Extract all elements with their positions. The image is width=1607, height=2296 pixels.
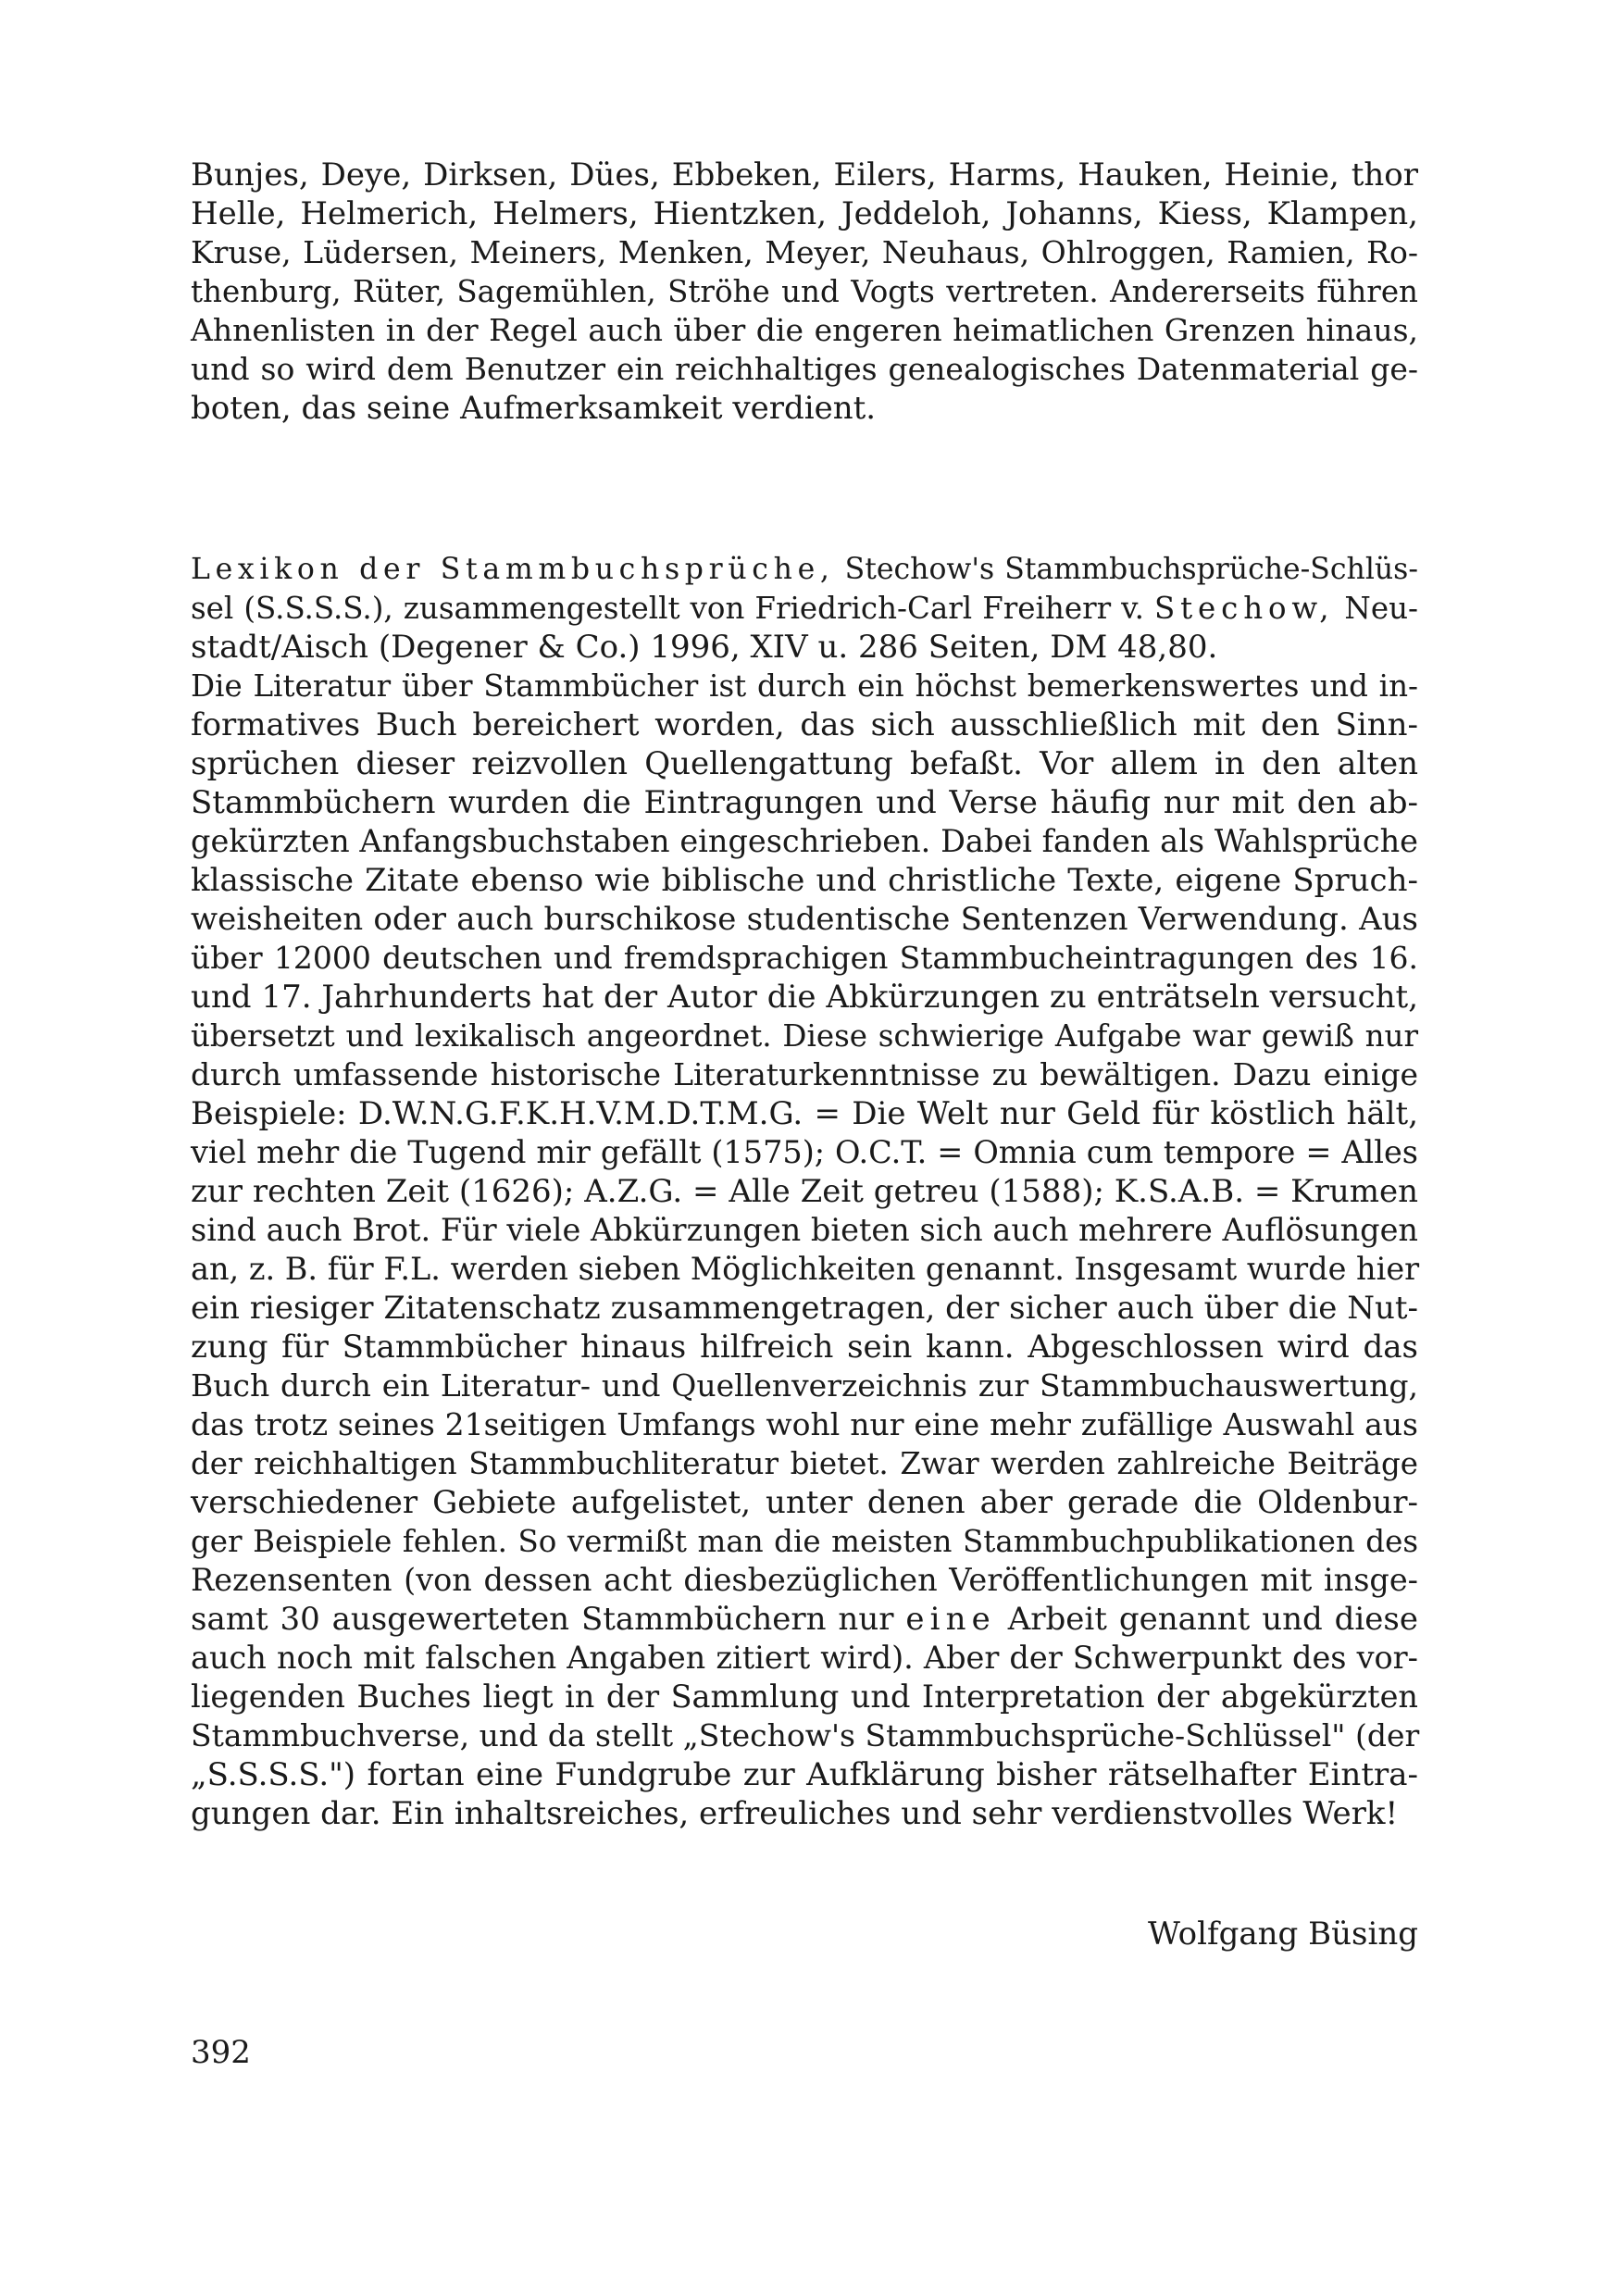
text-line: und 17. Jahrhunderts hat der Autor die Abkürzungen zu enträtseln versucht, [191, 979, 1418, 1016]
text-line: auch noch mit falschen Angaben zitiert wird). Aber der Schwerpunkt des vor- [191, 1640, 1418, 1676]
text-line: thenburg, Rüter, Sagemühlen, Ströhe und Vogts vertreten. Andererseits führen [191, 274, 1418, 309]
text-line: formatives Buch bereichert worden, das sich ausschließlich mit den Sinn- [191, 706, 1418, 743]
text-line: Buch durch ein Literatur- und Quellenverzeichnis zur Stammbuchauswertung, [191, 1367, 1418, 1404]
book-author: Stechow, [1154, 591, 1335, 626]
text-line: boten, das seine Aufmerksamkeit verdient. [191, 390, 877, 427]
text-line: viel mehr die Tugend mir gefällt (1575); O.C.T. = Omnia cum tempore = Alles [191, 1134, 1418, 1170]
text-line: Stammbüchern wurden die Eintragungen und Verse häufig nur mit den ab- [191, 784, 1418, 821]
text-line: Helle, Helmerich, Helmers, Hientzken, Jeddeloh, Johanns, Kiess, Klampen, [191, 195, 1418, 232]
text-line: Die Literatur über Stammbücher ist durch ein höchst bemerkenswertes und in- [191, 668, 1418, 704]
text-line: über 12000 deutschen und fremdsprachigen Stammbucheintragungen des 16. [191, 940, 1418, 976]
text-line: zur rechten Zeit (1626); A.Z.G. = Alle Zeit getreu (1588); K.S.A.B. = Krumen [191, 1173, 1418, 1210]
text-line: an, z. B. für F.L. werden sieben Möglichkeiten genannt. Insgesamt wurde hier [191, 1251, 1420, 1287]
text-line: klassische Zitate ebenso wie biblische und christliche Texte, eigene Spruch- [191, 862, 1418, 899]
text-line: durch umfassende historische Literaturkenntnisse zu bewältigen. Dazu einige [191, 1056, 1418, 1092]
text-line: Ahnenlisten in der Regel auch über die engeren heimatlichen Grenzen hinaus, [191, 312, 1418, 348]
reviewer-signature: Wolfgang Büsing [1148, 1915, 1418, 1953]
emphasis-text: eine [905, 1601, 996, 1638]
text-line: verschiedener Gebiete aufgelistet, unter denen aber gerade die Oldenbur- [191, 1484, 1418, 1521]
text-line: sind auch Brot. Für viele Abkürzungen bieten sich auch mehrere Auflösungen [191, 1212, 1418, 1248]
text-line: weisheiten oder auch burschikose studentische Sentenzen Verwendung. Aus [191, 901, 1418, 938]
text-line: Rezensenten (von dessen acht diesbezüglichen Veröffentlichungen mit insge- [191, 1562, 1418, 1598]
book-title: Lexikon der Stammbuchsprüche, [191, 553, 835, 586]
text-line: samt 30 ausgewerteten Stammbüchern nur eine Arbeit genannt und diese [191, 1601, 1418, 1638]
review-citation-line: stadt/Aisch (Degener & Co.) 1996, XIV u. 286 Seiten, DM 48,80. [191, 629, 1218, 666]
text-line: Beispiele: D.W.N.G.F.K.H.V.M.D.T.M.G. = Die Welt nur Geld für köstlich hält, [191, 1095, 1418, 1132]
text-line: ein riesiger Zitatenschatz zusammengetragen, der sicher auch über die Nut- [191, 1290, 1418, 1327]
review-citation-line: sel (S.S.S.S.), zusammengestellt von Friedrich-Carl Freiherr v. Stechow, Neu- [191, 591, 1418, 626]
review-citation-line: Lexikon der Stammbuchsprüche, Stechow's Stammbuchsprüche-Schlüs- [191, 553, 1418, 586]
text-line: das trotz seines 21seitigen Umfangs wohl nur eine mehr zufällige Auswahl aus [191, 1406, 1418, 1442]
text-line: Stammbuchverse, und da stellt „Stechow's Stammbuchsprüche-Schlüssel" (der [191, 1717, 1420, 1753]
page-number: 392 [191, 2034, 251, 2071]
text-line: liegenden Buches liegt in der Sammlung und Interpretation der abgekürzten [191, 1678, 1418, 1715]
text-line: zung für Stammbücher hinaus hilfreich sein kann. Abgeschlossen wird das [191, 1329, 1418, 1366]
text-line: Bunjes, Deye, Dirksen, Dües, Ebbeken, Eilers, Harms, Hauken, Heinie, thor [191, 156, 1418, 193]
text-line: gekürzten Anfangsbuchstaben eingeschrieben. Dabei fanden als Wahlsprüche [191, 823, 1418, 859]
text-line: übersetzt und lexikalisch angeordnet. Diese schwierige Aufgabe war gewiß nur [191, 1018, 1418, 1054]
text-line: und so wird dem Benutzer ein reichhaltiges genealogisches Datenmaterial ge- [191, 351, 1418, 387]
text-line: Kruse, Lüdersen, Meiners, Menken, Meyer, Neuhaus, Ohlroggen, Ramien, Ro- [191, 234, 1418, 270]
text-line: der reichhaltigen Stammbuchliteratur bietet. Zwar werden zahlreiche Beiträge [191, 1446, 1418, 1481]
text-line: sprüchen dieser reizvollen Quellengattung befaßt. Vor allem in den alten [191, 745, 1418, 782]
text-line: gungen dar. Ein inhaltsreiches, erfreuliches und sehr verdienstvolles Werk! [191, 1795, 1399, 1832]
text-line: „S.S.S.S.") fortan eine Fundgrube zur Aufklärung bisher rätselhafter Eintra- [191, 1756, 1418, 1793]
text-line: ger Beispiele fehlen. So vermißt man die meisten Stammbuchpublikationen des [191, 1524, 1418, 1559]
